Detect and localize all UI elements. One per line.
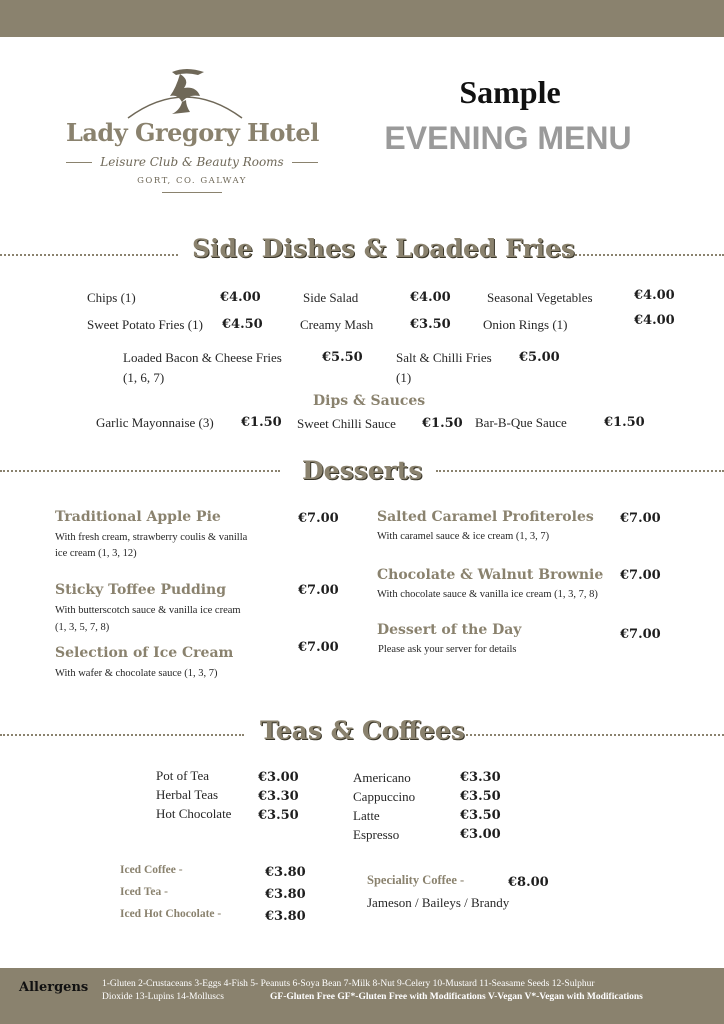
top-band	[0, 0, 724, 37]
iced-coffee-price: €3.80	[265, 865, 306, 880]
hot-chocolate-price: €3.50	[258, 808, 299, 823]
sweet-chilli-name: Sweet Chilli Sauce	[297, 416, 396, 431]
side-salad-price: €4.00	[410, 290, 451, 305]
sample-title: Sample	[459, 74, 561, 110]
dips-heading: Dips & Sauces	[313, 393, 426, 409]
toffee-title: Sticky Toffee Pudding	[55, 582, 227, 598]
sweet-chilli-price: €1.50	[422, 416, 463, 431]
allergens-label: Allergens	[19, 980, 89, 995]
garlic-mayo-name: Garlic Mayonnaise (3)	[96, 415, 214, 430]
pot-of-tea-name: Pot of Tea	[156, 768, 210, 783]
speciality-coffee-options: Jameson / Baileys / Brandy	[367, 895, 510, 910]
loaded-bacon-name: Loaded Bacon & Cheese Fries	[123, 350, 282, 365]
loaded-bacon-allergens: (1, 6, 7)	[123, 370, 165, 385]
teas-rule-right	[466, 734, 724, 736]
salt-chilli-price: €5.00	[519, 350, 560, 365]
toffee-price: €7.00	[298, 583, 339, 598]
sweet-potato-name: Sweet Potato Fries (1)	[87, 317, 203, 332]
latte-name: Latte	[353, 808, 380, 823]
latte-price: €3.50	[460, 808, 501, 823]
pot-of-tea-price: €3.00	[258, 770, 299, 785]
creamy-mash-price: €3.50	[410, 317, 451, 332]
desserts-rule-left	[0, 470, 280, 472]
logo-underline	[162, 192, 222, 193]
sides-heading: Side Dishes & Loaded Fries	[192, 234, 576, 263]
allergens-line-1: 1-Gluten 2-Crustaceans 3-Eggs 4-Fish 5- Peanuts 6-Soya Bean 7-Milk 8-Nut 9-Celery 10-Mustard 11-Seasame Seeds 12-Sulphur	[102, 979, 595, 989]
logo-rule-left	[66, 162, 92, 163]
cappuccino-price: €3.50	[460, 789, 501, 804]
desserts-rule-right	[436, 470, 724, 472]
toffee-desc-1: With butterscotch sauce & vanilla ice cream	[55, 605, 241, 616]
cappuccino-name: Cappuccino	[353, 789, 416, 804]
chips-price: €4.00	[220, 290, 261, 305]
bbq-sauce-name: Bar-B-Que Sauce	[475, 415, 567, 430]
bbq-sauce-price: €1.50	[604, 415, 645, 430]
americano-price: €3.30	[460, 770, 501, 785]
sides-rule-left	[0, 254, 178, 256]
dessert-of-day-title: Dessert of the Day	[377, 622, 522, 638]
logo-location: GORT, CO. GALWAY	[137, 176, 247, 186]
dessert-of-day-desc: Please ask your server for details	[378, 644, 517, 655]
onion-rings-name: Onion Rings (1)	[483, 317, 568, 332]
hotel-logo-icon	[120, 66, 250, 120]
teas-heading: Teas & Coffees	[260, 716, 465, 745]
loaded-bacon-price: €5.50	[322, 350, 363, 365]
side-salad-name: Side Salad	[303, 290, 359, 305]
sides-rule-right	[556, 254, 724, 256]
evening-menu-title: EVENING MENU	[384, 120, 632, 156]
logo-name: Lady Gregory Hotel	[66, 118, 319, 147]
espresso-price: €3.00	[460, 827, 501, 842]
profiteroles-title: Salted Caramel Profiteroles	[377, 509, 594, 525]
logo-subtitle: Leisure Club & Beauty Rooms	[100, 155, 284, 169]
allergens-line-2-end: GF-Gluten Free GF*-Gluten Free with Modifications V-Vegan V*-Vegan with Modifications	[270, 992, 643, 1002]
dessert-of-day-price: €7.00	[620, 627, 661, 642]
onion-rings-price: €4.00	[634, 313, 675, 328]
ice-cream-price: €7.00	[298, 640, 339, 655]
profiteroles-price: €7.00	[620, 511, 661, 526]
seasonal-veg-price: €4.00	[634, 288, 675, 303]
apple-pie-title: Traditional Apple Pie	[55, 509, 221, 525]
brownie-title: Chocolate & Walnut Brownie	[377, 567, 604, 583]
allergens-line-2-start: Dioxide 13-Lupins 14-Molluscs	[102, 992, 224, 1002]
ice-cream-title: Selection of Ice Cream	[55, 645, 234, 661]
iced-coffee-name: Iced Coffee -	[120, 864, 183, 876]
iced-tea-price: €3.80	[265, 887, 306, 902]
toffee-desc-2: (1, 3, 5, 7, 8)	[55, 622, 110, 633]
ice-cream-desc: With wafer & chocolate sauce (1, 3, 7)	[55, 668, 218, 679]
iced-tea-name: Iced Tea -	[120, 886, 168, 898]
espresso-name: Espresso	[353, 827, 400, 842]
apple-pie-desc-2: ice cream (1, 3, 12)	[55, 548, 137, 559]
brownie-price: €7.00	[620, 568, 661, 583]
teas-rule-left	[0, 734, 244, 736]
americano-name: Americano	[353, 770, 411, 785]
logo-rule-right	[292, 162, 318, 163]
hot-chocolate-name: Hot Chocolate	[156, 806, 232, 821]
brownie-desc: With chocolate sauce & vanilla ice cream (1, 3, 7, 8)	[377, 589, 598, 600]
sweet-potato-price: €4.50	[222, 317, 263, 332]
salt-chilli-allergens: (1)	[396, 370, 412, 385]
seasonal-veg-name: Seasonal Vegetables	[487, 290, 593, 305]
speciality-coffee-name: Speciality Coffee -	[367, 873, 465, 887]
herbal-teas-price: €3.30	[258, 789, 299, 804]
chips-name: Chips (1)	[87, 290, 136, 305]
speciality-coffee-price: €8.00	[508, 875, 549, 890]
salt-chilli-name: Salt & Chilli Fries	[396, 350, 492, 365]
creamy-mash-name: Creamy Mash	[300, 317, 374, 332]
herbal-teas-name: Herbal Teas	[156, 787, 219, 802]
apple-pie-price: €7.00	[298, 511, 339, 526]
profiteroles-desc: With caramel sauce & ice cream (1, 3, 7)	[377, 531, 550, 542]
apple-pie-desc-1: With fresh cream, strawberry coulis & vanilla	[55, 532, 248, 543]
desserts-heading: Desserts	[302, 456, 423, 485]
iced-hot-choc-price: €3.80	[265, 909, 306, 924]
iced-hot-choc-name: Iced Hot Chocolate -	[120, 908, 222, 920]
garlic-mayo-price: €1.50	[241, 415, 282, 430]
